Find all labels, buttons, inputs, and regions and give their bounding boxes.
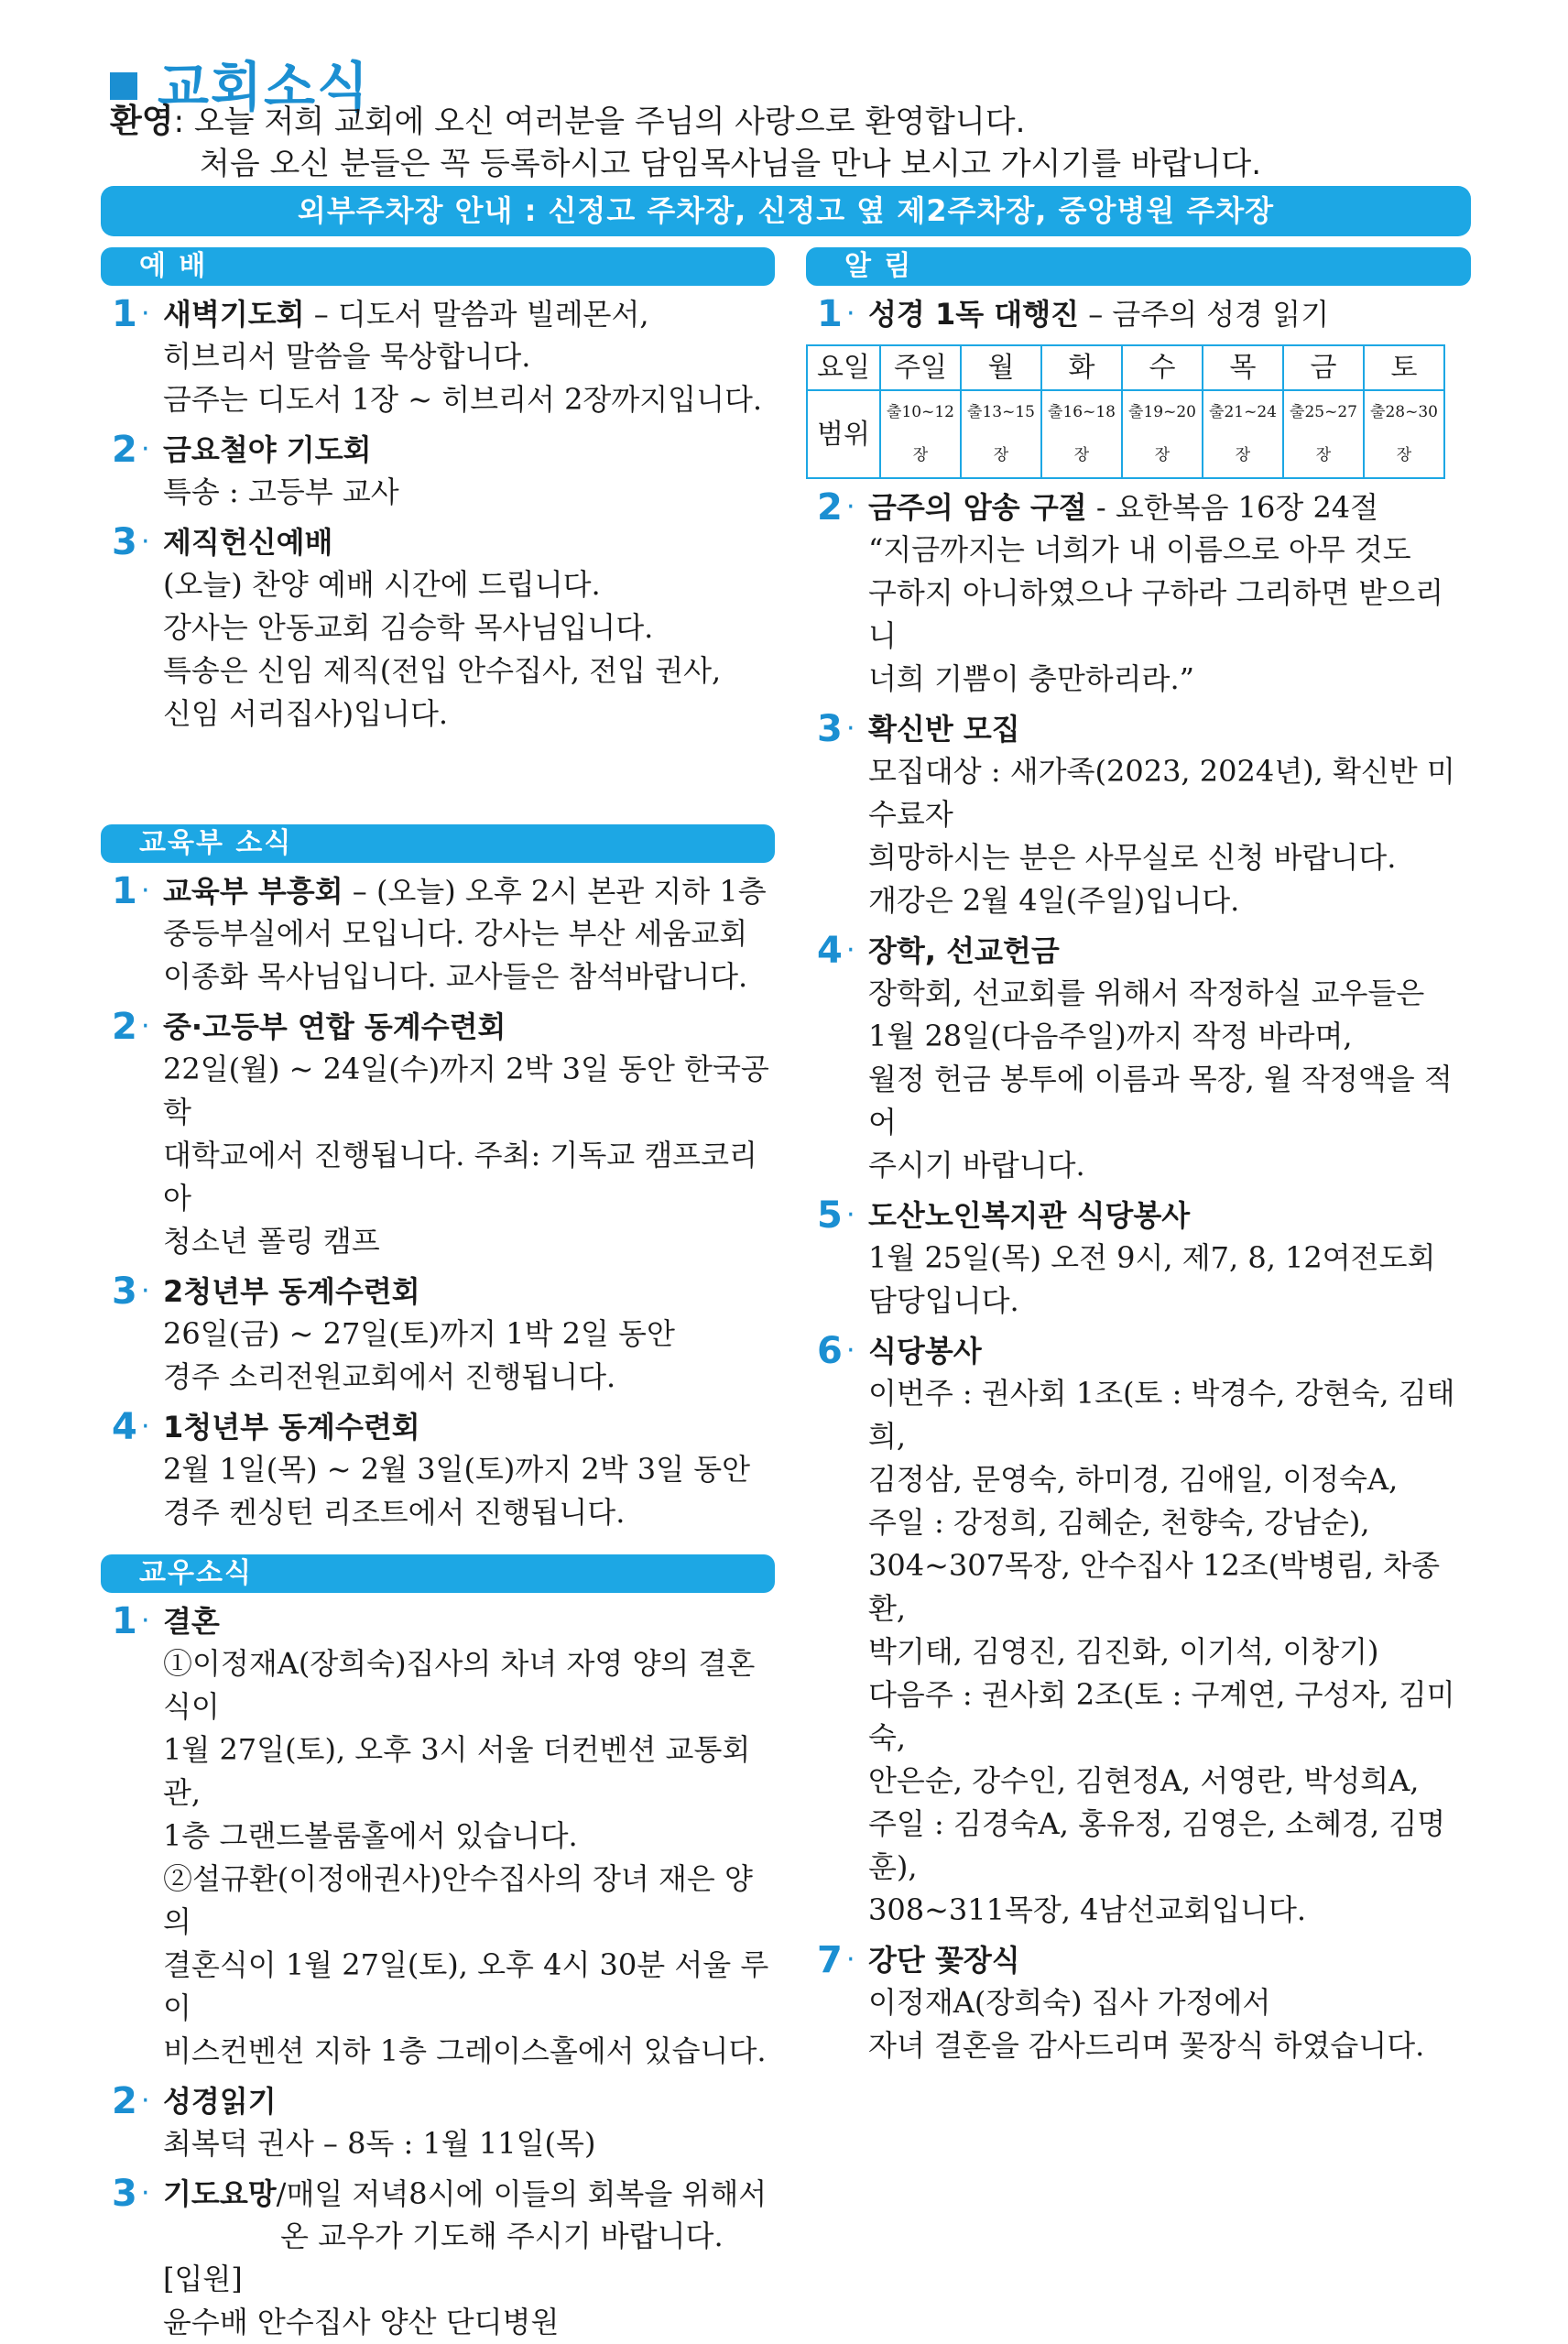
table-cell-range: 출13~15장: [961, 390, 1041, 478]
item-line: 비스컨벤션 지하 1층 그레이스홀에서 있습니다.: [163, 2033, 767, 2068]
table-cell-range: 출25~27장: [1283, 390, 1364, 478]
item-line: 안은순, 강수인, 김현정A, 서영란, 박성희A,: [868, 1763, 1420, 1798]
item-line: ①이정재A(장희숙)집사의 차녀 자영 양의 결혼식이: [163, 1646, 756, 1724]
item-line: 304~307목장, 안수집사 12조(박병림, 차종환,: [868, 1548, 1440, 1626]
middle-dot: ·: [141, 1605, 150, 1637]
item-line: 담당입니다.: [868, 1283, 1019, 1318]
item-number: 4: [817, 930, 843, 972]
item-line: 주일 : 김경숙A, 홍유정, 김영은, 소혜경, 김명훈),: [868, 1806, 1446, 1884]
item-number: 4: [112, 1406, 137, 1448]
item-line: (오늘) 찬양 예배 시간에 드립니다.: [163, 567, 601, 602]
item-heading: [806, 1194, 1471, 1237]
item-body: [806, 972, 1471, 1187]
item-heading: [101, 1270, 775, 1313]
table-row-header: 범위: [807, 390, 880, 478]
item-line: 대학교에서 진행됩니다. 주최: 기독교 캠프코리아: [163, 1138, 757, 1216]
item-line: 308~311목장, 4남선교회입니다.: [868, 1892, 1307, 1927]
item-line: 결혼식이 1월 27일(토), 오후 4시 30분 서울 루이: [163, 1947, 769, 2025]
item-number: 3: [112, 1270, 137, 1313]
table-cell-day: 화: [1041, 345, 1122, 390]
list-item: [806, 1194, 1471, 1323]
item-title: 식당봉사: [868, 1334, 982, 1368]
item-line: 개강은 2월 4일(주일)입니다.: [868, 883, 1240, 918]
middle-dot: ·: [141, 875, 150, 907]
item-line-indented: 온 교우가 기도해 주시기 바랍니다.: [280, 2219, 724, 2253]
item-line: “지금까지는 너희가 내 이름으로 아무 것도: [868, 532, 1411, 567]
item-line: 22일(월) ~ 24일(수)까지 2박 3일 동안 한국공학: [163, 1052, 769, 1129]
item-number: 1: [112, 1600, 137, 1642]
item-body: [101, 1048, 775, 1263]
item-heading: [101, 1006, 775, 1048]
item-heading: [101, 2173, 775, 2215]
middle-dot: ·: [141, 298, 150, 330]
item-line: 너희 기쁨이 충만하리라.”: [868, 661, 1194, 696]
item-title: 1청년부 동계수련회: [163, 1410, 420, 1445]
item-title-suffix: – 디도서 말씀과 빌레몬서,: [304, 297, 649, 332]
item-line: 중등부실에서 모입니다. 강사는 부산 세움교회: [163, 916, 748, 951]
middle-dot: ·: [846, 1944, 855, 1976]
item-line: 1월 25일(목) 오전 9시, 제7, 8, 12여전도회: [868, 1240, 1436, 1275]
item-body: [806, 1237, 1471, 1323]
item-line: 1층 그랜드볼룸홀에서 있습니다.: [163, 1818, 578, 1853]
item-body: [101, 912, 775, 998]
item-title: 성경 1독 대행진: [868, 297, 1080, 332]
item-line: 청소년 폴링 캠프: [163, 1224, 380, 1259]
table-cell-range: 출16~18장: [1041, 390, 1122, 478]
item-body: [806, 344, 1471, 479]
list-item: [806, 293, 1471, 479]
item-line: 최복덕 권사 – 8독 : 1월 11일(목): [163, 2126, 596, 2161]
parking-banner: 외부주차장 안내 : 신정고 주차장, 신정고 옆 제2주차장, 중앙병원 주차장: [101, 186, 1471, 236]
middle-dot: ·: [141, 526, 150, 558]
item-heading: [101, 2080, 775, 2122]
item-body: [101, 1642, 775, 2073]
item-line: 이정재A(장희숙) 집사 가정에서: [868, 1985, 1271, 2020]
list-item: [101, 1006, 775, 1263]
list-item: [101, 293, 775, 421]
members-section: [101, 1554, 775, 2344]
education-heading: 교육부 소식: [101, 824, 775, 863]
item-body: [101, 2215, 775, 2344]
table-cell-day: 주일: [880, 345, 961, 390]
item-heading: [101, 870, 775, 912]
worship-heading: 예 배: [101, 247, 775, 286]
table-cell-day: 목: [1203, 345, 1283, 390]
list-item: [101, 870, 775, 998]
item-line: 2월 1일(목) ~ 2월 3일(토)까지 2박 3일 동안: [163, 1452, 751, 1487]
middle-dot: ·: [846, 713, 855, 745]
item-body: [101, 471, 775, 514]
square-bullet-icon: [110, 72, 137, 100]
item-line: 특송 : 고등부 교사: [163, 474, 399, 509]
item-title: 결혼: [163, 1604, 220, 1639]
welcome-line-1: : 오늘 저희 교회에 오신 여러분을 주님의 사랑으로 환영합니다.: [173, 104, 1026, 140]
item-title: 성경읽기: [163, 2084, 277, 2119]
item-title: 도산노인복지관 식당봉사: [868, 1198, 1191, 1233]
item-line: 윤수배 안수집사 양산 단디병원: [163, 2305, 560, 2339]
item-body: [101, 335, 775, 421]
item-body: [101, 2122, 775, 2165]
item-line: 이번주 : 권사회 1조(토 : 박경수, 강현숙, 김태희,: [868, 1376, 1455, 1454]
middle-dot: ·: [846, 1335, 855, 1367]
item-line: 장학회, 선교회를 위해서 작정하실 교우들은: [868, 976, 1425, 1010]
item-line: 경주 켄싱턴 리조트에서 진행됩니다.: [163, 1495, 626, 1530]
item-line: 자녀 결혼을 감사드리며 꽃장식 하였습니다.: [868, 2028, 1425, 2063]
middle-dot: ·: [846, 934, 855, 966]
item-line: 금주는 디도서 1장 ~ 히브리서 2장까지입니다.: [163, 382, 763, 417]
table-cell-range: 출21~24장: [1203, 390, 1283, 478]
item-title: 금주의 암송 구절: [868, 490, 1087, 525]
table-cell-day: 월: [961, 345, 1041, 390]
item-title: 제직헌신예배: [163, 525, 333, 560]
item-heading: [806, 1330, 1471, 1372]
item-number: 1: [112, 870, 137, 912]
item-title: 기도요망: [163, 2176, 277, 2211]
item-number: 2: [817, 486, 843, 529]
list-item: [101, 521, 775, 736]
middle-dot: ·: [141, 2177, 150, 2209]
item-number: 2: [112, 429, 137, 471]
item-line: 26일(금) ~ 27일(토)까지 1박 2일 동안: [163, 1316, 675, 1351]
list-item: [101, 1406, 775, 1534]
item-heading: [101, 1600, 775, 1642]
item-number: 1: [112, 293, 137, 335]
education-section: [101, 824, 775, 1534]
list-item: [101, 2173, 775, 2344]
item-heading: [101, 521, 775, 563]
notices-heading: 알 림: [806, 247, 1471, 286]
welcome-label: 환영: [110, 103, 174, 140]
item-body: [806, 1372, 1471, 1932]
item-line: 구하지 아니하였으나 구하라 그리하면 받으리니: [868, 575, 1444, 653]
table-row: [807, 345, 1444, 390]
item-heading: [806, 1939, 1471, 1981]
item-number: 2: [112, 2080, 137, 2122]
table-cell-day: 금: [1283, 345, 1364, 390]
table-cell-day: 수: [1122, 345, 1203, 390]
item-title-suffix: – (오늘) 오후 2시 본관 지하 1층: [343, 874, 767, 909]
item-line: 1월 27일(토), 오후 3시 서울 더컨벤션 교통회관,: [163, 1732, 751, 1810]
item-title: 중·고등부 연합 동계수련회: [163, 1009, 506, 1044]
bible-reading-schedule-table: [806, 344, 1445, 479]
item-title: 새벽기도회: [163, 297, 305, 332]
item-line: 특송은 신임 제직(전입 안수집사, 전입 권사,: [163, 653, 722, 688]
item-title: 확신반 모집: [868, 712, 1020, 747]
list-item: [101, 1270, 775, 1399]
item-line: 1월 28일(다음주일)까지 작정 바라며,: [868, 1019, 1353, 1053]
item-heading: [806, 486, 1471, 529]
item-line: 경주 소리전원교회에서 진행됩니다.: [163, 1359, 616, 1394]
middle-dot: ·: [141, 1275, 150, 1307]
item-number: 3: [112, 521, 137, 563]
item-heading: [806, 930, 1471, 972]
item-number: 3: [112, 2173, 137, 2215]
item-body: [806, 750, 1471, 922]
item-line: 김정삼, 문영숙, 하미경, 김애일, 이정숙A,: [868, 1462, 1399, 1497]
middle-dot: ·: [141, 433, 150, 465]
item-line: 주일 : 강정희, 김혜순, 천향숙, 강남순),: [868, 1505, 1370, 1540]
item-heading: [806, 293, 1471, 335]
middle-dot: ·: [141, 1411, 150, 1443]
table-cell-range: 출10~12장: [880, 390, 961, 478]
item-line: ②설규환(이정애권사)안수집사의 장녀 재은 양의: [163, 1861, 753, 1939]
worship-section: [101, 247, 775, 736]
item-body: [101, 563, 775, 736]
welcome-message: [110, 101, 1261, 185]
item-line: 히브리서 말씀을 묵상합니다.: [163, 339, 531, 374]
members-heading: 교우소식: [101, 1554, 775, 1593]
welcome-line-2: 처음 오신 분들은 꼭 등록하시고 담임목사님을 만나 보시고 가시기를 바랍니다.: [200, 146, 1262, 182]
table-cell-range: 출28~30장: [1364, 390, 1444, 478]
item-line: 신임 서리집사)입니다.: [163, 696, 449, 731]
item-title: 장학, 선교헌금: [868, 933, 1060, 968]
item-heading: [101, 1406, 775, 1448]
table-row-header: 요일: [807, 345, 880, 390]
middle-dot: ·: [846, 1199, 855, 1231]
middle-dot: ·: [846, 298, 855, 330]
list-item: [806, 1939, 1471, 2067]
item-title: 강단 꽃장식: [868, 1943, 1020, 1978]
item-heading: [101, 293, 775, 335]
table-cell-day: 토: [1364, 345, 1444, 390]
item-line: [입원]: [163, 2262, 243, 2296]
middle-dot: ·: [141, 2085, 150, 2117]
list-item: [101, 2080, 775, 2165]
item-heading: [806, 708, 1471, 750]
item-body: [806, 1981, 1471, 2067]
item-line: 이종화 목사님입니다. 교사들은 참석바랍니다.: [163, 959, 748, 994]
page-title-text: 교회소식: [158, 56, 371, 118]
item-number: 2: [112, 1006, 137, 1048]
item-title: 금요철야 기도회: [163, 432, 372, 467]
list-item: [806, 486, 1471, 701]
item-title: 2청년부 동계수련회: [163, 1274, 420, 1309]
table-cell-range: 출19~20장: [1122, 390, 1203, 478]
list-item: [806, 708, 1471, 922]
item-title-suffix: /매일 저녁8시에 이들의 회복을 위해서: [276, 2176, 768, 2211]
item-line: 주시기 바랍니다.: [868, 1148, 1085, 1183]
item-number: 5: [817, 1194, 843, 1237]
list-item: [101, 429, 775, 514]
item-line: 희망하시는 분은 사무실로 신청 바랍니다.: [868, 840, 1397, 875]
item-body: [101, 1313, 775, 1399]
item-number: 6: [817, 1330, 843, 1372]
list-item: [806, 930, 1471, 1187]
list-item: [806, 1330, 1471, 1932]
item-heading: [101, 429, 775, 471]
item-line: 다음주 : 권사회 2조(토 : 구계연, 구성자, 김미숙,: [868, 1677, 1455, 1755]
item-title-suffix: - 요한복음 16장 24절: [1086, 490, 1379, 525]
item-line: 월정 헌금 봉투에 이름과 목장, 월 작정액을 적어: [868, 1062, 1453, 1139]
item-line: 박기태, 김영진, 김진화, 이기석, 이창기): [868, 1634, 1379, 1669]
item-title: 교육부 부흥회: [163, 874, 343, 909]
item-line: 모집대상 : 새가족(2023, 2024년), 확신반 미수료자: [868, 754, 1455, 832]
item-number: 1: [817, 293, 843, 335]
item-number: 7: [817, 1939, 843, 1981]
list-item: [101, 1600, 775, 2073]
middle-dot: ·: [846, 491, 855, 523]
middle-dot: ·: [141, 1010, 150, 1042]
notices-section: [806, 247, 1471, 2067]
item-body: [101, 1448, 775, 1534]
item-title-suffix: – 금주의 성경 읽기: [1079, 297, 1330, 332]
item-number: 3: [817, 708, 843, 750]
table-row: [807, 390, 1444, 478]
item-body: [806, 529, 1471, 701]
item-line: 강사는 안동교회 김승학 목사님입니다.: [163, 610, 654, 645]
